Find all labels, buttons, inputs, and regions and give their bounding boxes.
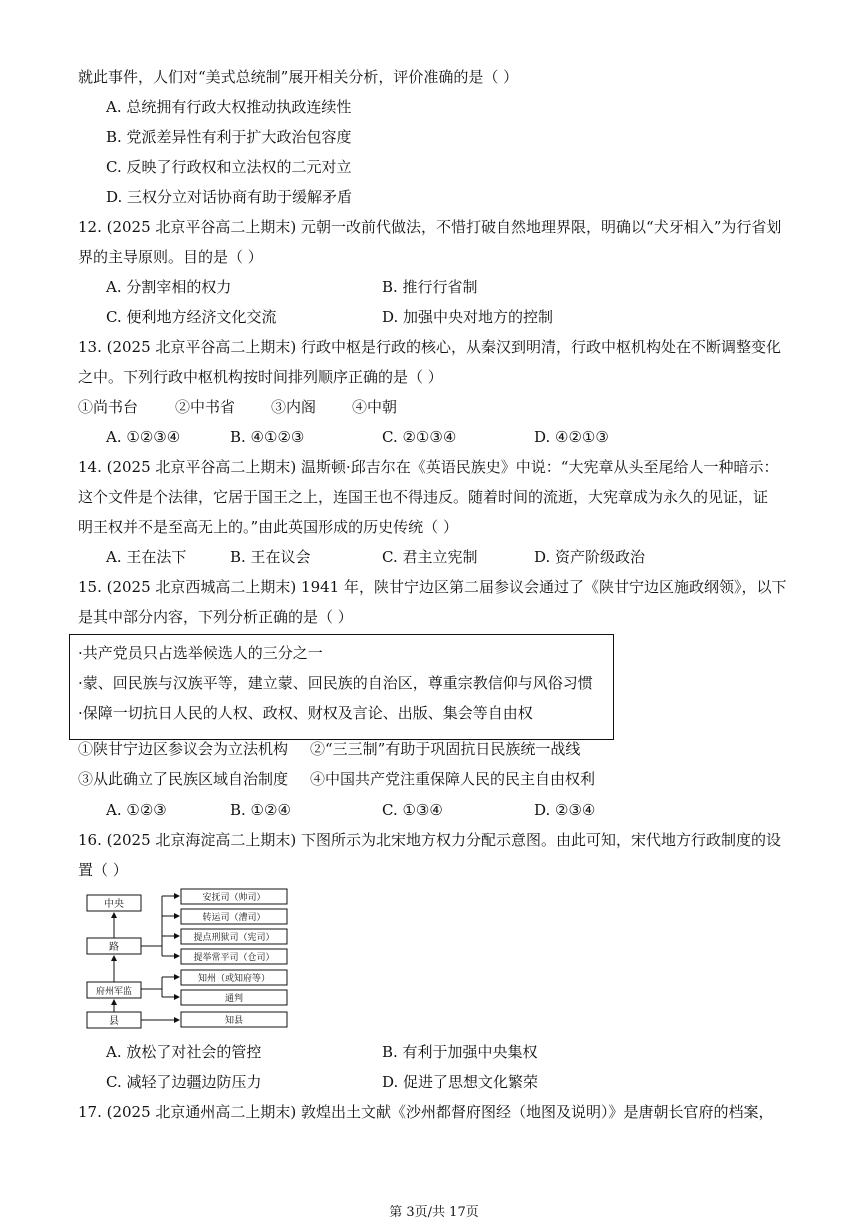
intro-line: 就此事件，人们对“美式总统制”展开相关分析，评价准确的是（ ）: [78, 68, 519, 86]
q16-option-c[interactable]: C. 减轻了边疆边防压力: [106, 1073, 262, 1091]
q12-option-a[interactable]: A. 分割宰相的权力: [106, 278, 232, 296]
lu-office-label: 安抚司（帅司）: [202, 893, 266, 903]
q16-option-a[interactable]: A. 放松了对社会的管控: [106, 1043, 262, 1061]
fu-office-label: 通判: [224, 994, 244, 1004]
q14-option-d[interactable]: D. 资产阶级政治: [534, 548, 646, 566]
q11-option-c[interactable]: C. 反映了行政权和立法权的二元对立: [106, 158, 352, 176]
q14-option-c[interactable]: C. 君主立宪制: [382, 548, 478, 566]
q12-option-d[interactable]: D. 加强中央对地方的控制: [382, 308, 554, 326]
q15-statement: ②“三三制”有助于巩固抗日民族统一战线: [310, 740, 581, 758]
q16-option-b[interactable]: B. 有利于加强中央集权: [382, 1043, 538, 1061]
q15-stem: 15. (2025 北京西城高二上期末) 1941 年，陕甘宁边区第二届参议会通过了《陕甘宁边区施政纲领》，以下: [78, 578, 787, 596]
q15-option-d[interactable]: D. ②③④: [534, 801, 596, 819]
q12-stem: 12. (2025 北京平谷高二上期末) 元朝一改前代做法，不惜打破自然地理界限，明确以“犬牙相入”为行省划: [78, 218, 782, 236]
xian-office-label: 知县: [224, 1016, 244, 1026]
q13-stem: 之中。下列行政中枢机构按时间排列顺序正确的是（ ）: [78, 368, 443, 386]
q14-stem: 这个文件是个法律，它居于国王之上，连国王也不得违反。随着时间的流逝，大宪章成为永久的见证，证: [78, 488, 769, 506]
q15-statement: ③从此确立了民族区域自治制度: [78, 770, 289, 788]
fu-label: 府州军监: [95, 987, 133, 997]
lu-office-label: 转运司（漕司）: [202, 913, 266, 923]
q16-stem: 置（ ）: [78, 861, 128, 879]
q15-option-a[interactable]: A. ①②③: [106, 801, 167, 819]
q14-stem: 明王权并不是至高无上的。”由此英国形成的历史传统（ ）: [78, 518, 458, 536]
q14-stem: 14. (2025 北京平谷高二上期末) 温斯顿·邱吉尔在《英语民族史》中说：“大宪章从头至尾给人一种暗示：: [78, 458, 779, 476]
lu-office-label: 提举常平司（仓司）: [193, 953, 275, 963]
song-power-diagram: [80, 886, 295, 1032]
fu-office-label: 知州（或知府等）: [197, 974, 271, 984]
q11-option-a[interactable]: A. 总统拥有行政大权推动执政连续性: [106, 98, 352, 116]
lu-office-label: 提点刑狱司（宪司）: [193, 933, 275, 943]
q11-option-b[interactable]: B. 党派差异性有利于扩大政治包容度: [106, 128, 352, 146]
q14-option-a[interactable]: A. 王在法下: [106, 548, 187, 566]
q15-material-line: ·蒙、回民族与汉族平等，建立蒙、回民族的自治区，尊重宗教信仰与风俗习惯: [78, 674, 593, 692]
page-footer: 第 3页/共 17页: [389, 1205, 479, 1220]
q15-stem: 是其中部分内容，下列分析正确的是（ ）: [78, 608, 353, 626]
q11-option-d[interactable]: D. 三权分立对话协商有助于缓解矛盾: [106, 188, 353, 206]
q13-stem: 13. (2025 北京平谷高二上期末) 行政中枢是行政的核心，从秦汉到明清，行政中枢机构处在不断调整变化: [78, 338, 782, 356]
q15-material-line: ·共产党员只占选举候选人的三分之一: [78, 644, 323, 662]
q13-item: ①尚书台: [78, 398, 139, 416]
q15-option-c[interactable]: C. ①③④: [382, 801, 443, 819]
q13-item: ④中朝: [352, 398, 398, 416]
q15-material-line: ·保障一切抗日人民的人权、政权、财权及言论、出版、集会等自由权: [78, 704, 533, 722]
q13-option-b[interactable]: B. ④①②③: [230, 428, 305, 446]
central-label: 中央: [104, 899, 124, 910]
q13-item: ③内阁: [271, 398, 317, 416]
q12-option-b[interactable]: B. 推行行省制: [382, 278, 478, 296]
q12-stem: 界的主导原则。目的是（ ）: [78, 248, 263, 266]
lu-label: 路: [109, 942, 119, 953]
q15-option-b[interactable]: B. ①②④: [230, 801, 291, 819]
q15-statement: ①陕甘宁边区参议会为立法机构: [78, 740, 289, 758]
q16-option-d[interactable]: D. 促进了思想文化繁荣: [382, 1073, 539, 1091]
q13-option-c[interactable]: C. ②①③④: [382, 428, 457, 446]
xian-label: 县: [109, 1016, 119, 1027]
q13-option-d[interactable]: D. ④②①③: [534, 428, 609, 446]
q17-stem: 17. (2025 北京通州高二上期末) 敦煌出土文献《沙州都督府图经（地图及说明）》是唐朝长官府的档案，: [78, 1103, 774, 1121]
q14-option-b[interactable]: B. 王在议会: [230, 548, 311, 566]
q13-item: ②中书省: [175, 398, 236, 416]
q12-option-c[interactable]: C. 便利地方经济文化交流: [106, 308, 277, 326]
q15-statement: ④中国共产党注重保障人民的民主自由权利: [310, 770, 596, 788]
q15-material-box: [69, 634, 614, 740]
q13-option-a[interactable]: A. ①②③④: [106, 428, 181, 446]
q16-stem: 16. (2025 北京海淀高二上期末) 下图所示为北宋地方权力分配示意图。由此可知，宋代地方行政制度的设: [78, 831, 782, 849]
